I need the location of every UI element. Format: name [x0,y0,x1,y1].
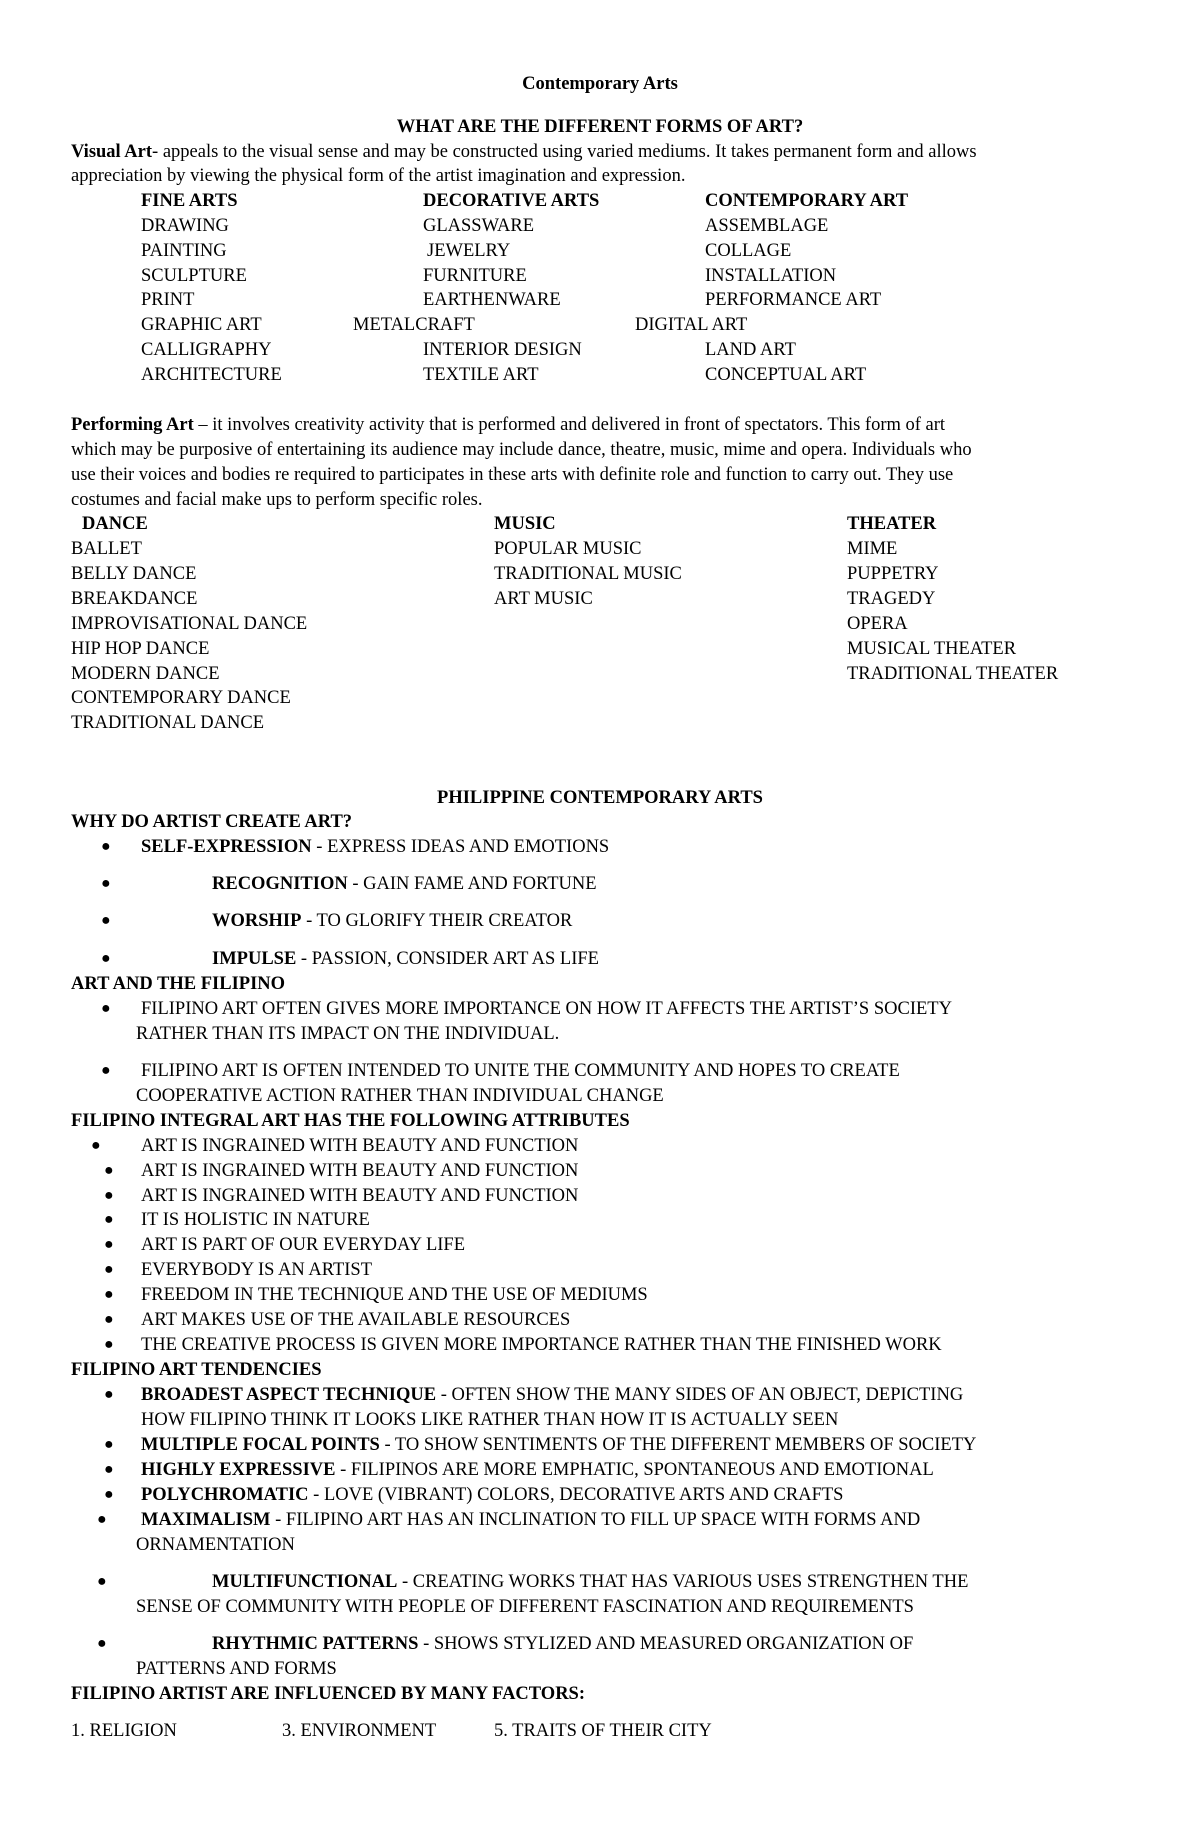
integral-item: IT IS HOLISTIC IN NATURE [141,1210,370,1230]
tendencies-heading: FILIPINO ART TENDENCIES [71,1360,322,1380]
integral-item: ART IS INGRAINED WITH BEAUTY AND FUNCTION [141,1186,579,1206]
bullet-icon: ● [104,1261,114,1278]
factor-item: 5. TRAITS OF THEIR CITY [494,1721,712,1741]
bullet-icon: ● [104,1187,114,1204]
filipino-item-line-2: COOPERATIVE ACTION RATHER THAN INDIVIDUAL CHANGE [136,1086,664,1106]
integral-item: ART MAKES USE OF THE AVAILABLE RESOURCES [141,1310,571,1330]
list-item: LAND ART [705,340,796,360]
filipino-heading: ART AND THE FILIPINO [71,974,286,994]
bullet-icon: ● [97,1511,107,1528]
filipino-item-line-1: FILIPINO ART OFTEN GIVES MORE IMPORTANCE ON HOW IT AFFECTS THE ARTIST’S SOCIETY [141,999,952,1019]
list-item: CONCEPTUAL ART [705,365,867,385]
tendency-item-line-2: PATTERNS AND FORMS [136,1659,337,1679]
filipino-item-line-1: FILIPINO ART IS OFTEN INTENDED TO UNITE THE COMMUNITY AND HOPES TO CREATE [141,1061,900,1081]
list-item: TRADITIONAL THEATER [847,664,1059,684]
bullet-icon: ● [104,1436,114,1453]
list-item: CONTEMPORARY DANCE [71,688,291,708]
fine-arts-header: FINE ARTS [141,191,238,211]
list-item: TRADITIONAL MUSIC [494,564,682,584]
bullet-icon: ● [104,1486,114,1503]
ph-heading: PHILIPPINE CONTEMPORARY ARTS [437,788,763,808]
list-item: BALLET [71,539,142,559]
bullet-icon: ● [104,1311,114,1328]
factor-item: 3. ENVIRONMENT [282,1721,437,1741]
list-item: PUPPETRY [847,564,939,584]
performing-art-line-4: costumes and facial make ups to perform specific roles. [71,490,483,510]
list-item: OPERA [847,614,908,634]
list-item: ARCHITECTURE [141,365,282,385]
bullet-icon: ● [97,1573,107,1590]
bullet-icon: ● [104,1336,114,1353]
list-item: MIME [847,539,898,559]
list-item: MODERN DANCE [71,664,220,684]
why-item: SELF-EXPRESSION - EXPRESS IDEAS AND EMOTIONS [141,837,610,857]
visual-art-term: Visual Art [71,142,153,162]
visual-art-line-2: appreciation by viewing the physical form of the artist imagination and expression. [71,166,686,186]
integral-item: FREEDOM IN THE TECHNIQUE AND THE USE OF MEDIUMS [141,1285,648,1305]
contemporary-art-header: CONTEMPORARY ART [705,191,909,211]
tendency-item: RHYTHMIC PATTERNS - SHOWS STYLIZED AND MEASURED ORGANIZATION OF [212,1634,914,1654]
list-item: TRAGEDY [847,589,936,609]
why-heading: WHY DO ARTIST CREATE ART? [71,812,353,832]
integral-item: THE CREATIVE PROCESS IS GIVEN MORE IMPORTANCE RATHER THAN THE FINISHED WORK [141,1335,942,1355]
list-item: COLLAGE [705,241,792,261]
factor-item: 1. RELIGION [71,1721,177,1741]
tendency-item-line-2: HOW FILIPINO THINK IT LOOKS LIKE RATHER THAN HOW IT IS ACTUALLY SEEN [141,1410,839,1430]
bullet-icon: ● [104,1236,114,1253]
bullet-icon: ● [91,1137,101,1154]
list-item: BELLY DANCE [71,564,197,584]
list-item: BREAKDANCE [71,589,198,609]
bullet-icon: ● [104,1162,114,1179]
why-item: RECOGNITION - GAIN FAME AND FORTUNE [212,874,597,894]
bullet-icon: ● [104,1386,114,1403]
list-item: PRINT [141,290,195,310]
list-item: TEXTILE ART [423,365,539,385]
list-item: GLASSWARE [423,216,535,236]
list-item: PERFORMANCE ART [705,290,882,310]
performing-art-line-3: use their voices and bodies re required to participates in these arts with definite role and function to carry out. They use [71,465,954,485]
why-item: WORSHIP - TO GLORIFY THEIR CREATOR [212,911,573,931]
performing-art-term: Performing Art [71,415,194,435]
tendency-item-line-2: ORNAMENTATION [136,1535,295,1555]
music-header: MUSIC [494,514,556,534]
list-item: POPULAR MUSIC [494,539,642,559]
integral-heading: FILIPINO INTEGRAL ART HAS THE FOLLOWING ATTRIBUTES [71,1111,630,1131]
bullet-icon: ● [104,1286,114,1303]
integral-item: ART IS INGRAINED WITH BEAUTY AND FUNCTION [141,1161,579,1181]
list-item: METALCRAFT [353,315,475,335]
tendency-item: MAXIMALISM - FILIPINO ART HAS AN INCLINATION TO FILL UP SPACE WITH FORMS AND [141,1510,921,1530]
tendency-item: HIGHLY EXPRESSIVE - FILIPINOS ARE MORE EMPHATIC, SPONTANEOUS AND EMOTIONAL [141,1460,934,1480]
visual-art-line-1: Visual Art- appeals to the visual sense and may be constructed using varied mediums. It takes permanent form and allows [71,142,977,162]
bullet-icon: ● [101,1062,111,1079]
performing-art-line-1: Performing Art – it involves creativity activity that is performed and delivered in front of spectators. This form of art [71,415,946,435]
list-item: INTERIOR DESIGN [423,340,582,360]
list-item: PAINTING [141,241,227,261]
bullet-icon: ● [104,1461,114,1478]
list-item: HIP HOP DANCE [71,639,210,659]
list-item: FURNITURE [423,266,527,286]
tendency-item: MULTIPLE FOCAL POINTS - TO SHOW SENTIMENTS OF THE DIFFERENT MEMBERS OF SOCIETY [141,1435,977,1455]
list-item: TRADITIONAL DANCE [71,713,265,733]
bullet-icon: ● [97,1635,107,1652]
decorative-arts-header: DECORATIVE ARTS [423,191,600,211]
why-item: IMPULSE - PASSION, CONSIDER ART AS LIFE [212,949,599,969]
list-item: INSTALLATION [705,266,837,286]
bullet-icon: ● [101,1000,111,1017]
list-item: ASSEMBLAGE [705,216,829,236]
bullet-icon: ● [101,875,111,892]
tendency-item-line-2: SENSE OF COMMUNITY WITH PEOPLE OF DIFFERENT FASCINATION AND REQUIREMENTS [136,1597,914,1617]
list-item: CALLIGRAPHY [141,340,272,360]
bullet-icon: ● [101,912,111,929]
list-item: EARTHENWARE [423,290,561,310]
bullet-icon: ● [101,950,111,967]
tendency-item: BROADEST ASPECT TECHNIQUE - OFTEN SHOW THE MANY SIDES OF AN OBJECT, DEPICTING [141,1385,964,1405]
list-item: IMPROVISATIONAL DANCE [71,614,308,634]
filipino-item-line-2: RATHER THAN ITS IMPACT ON THE INDIVIDUAL. [136,1024,560,1044]
integral-item: ART IS PART OF OUR EVERYDAY LIFE [141,1235,465,1255]
dance-header: DANCE [82,514,148,534]
list-item: SCULPTURE [141,266,247,286]
list-item: MUSICAL THEATER [847,639,1017,659]
tendency-item: POLYCHROMATIC - LOVE (VIBRANT) COLORS, DECORATIVE ARTS AND CRAFTS [141,1485,844,1505]
list-item: ART MUSIC [494,589,593,609]
bullet-icon: ● [101,838,111,855]
forms-heading: WHAT ARE THE DIFFERENT FORMS OF ART? [396,117,804,137]
bullet-icon: ● [104,1211,114,1228]
factors-heading: FILIPINO ARTIST ARE INFLUENCED BY MANY FACTORS: [71,1684,585,1704]
performing-art-line-2: which may be purposive of entertaining its audience may include dance, theatre, music, mime and opera. Individuals who [71,440,972,460]
list-item: DRAWING [141,216,229,236]
list-item: GRAPHIC ART [141,315,262,335]
theater-header: THEATER [847,514,937,534]
document-title: Contemporary Arts [522,74,678,94]
integral-item: ART IS INGRAINED WITH BEAUTY AND FUNCTION [141,1136,579,1156]
list-item: JEWELRY [427,241,511,261]
list-item: DIGITAL ART [635,315,748,335]
tendency-item: MULTIFUNCTIONAL - CREATING WORKS THAT HAS VARIOUS USES STRENGTHEN THE [212,1572,969,1592]
integral-item: EVERYBODY IS AN ARTIST [141,1260,373,1280]
